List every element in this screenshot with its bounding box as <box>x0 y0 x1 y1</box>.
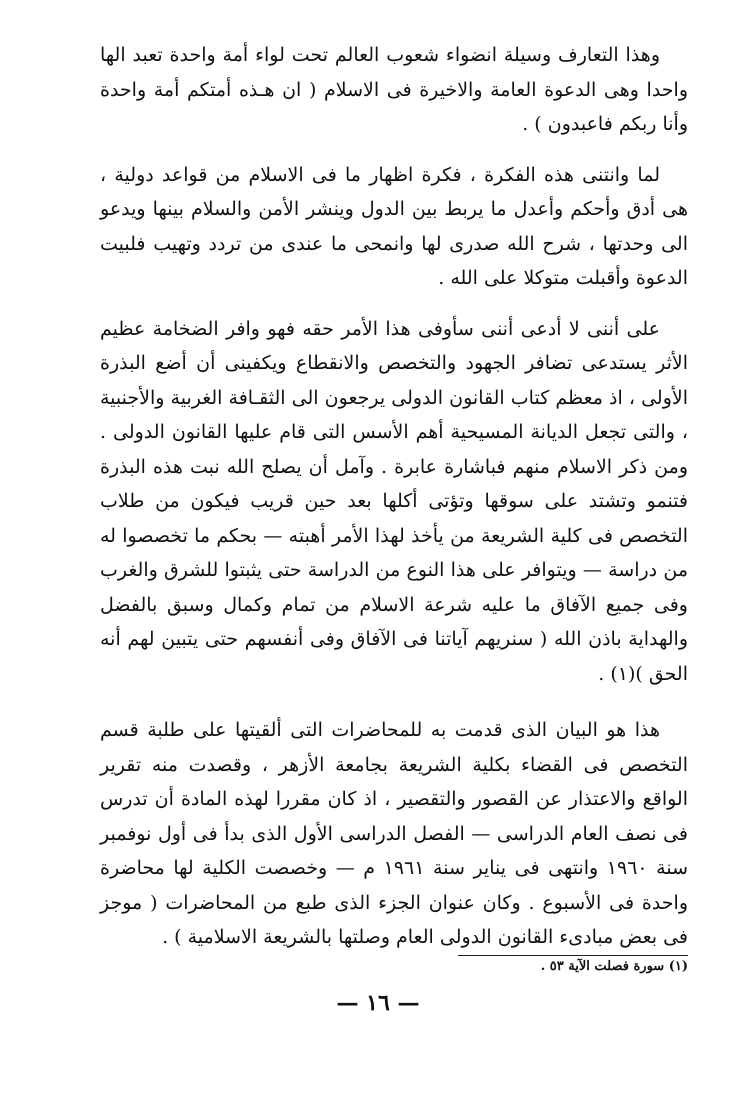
body-text <box>100 38 688 955</box>
footnote: (١) سورة فصلت الآية ٥٣ . <box>540 959 688 974</box>
page-number: — ١٦ — <box>336 990 420 1016</box>
paragraph-1: وهذا التعارف وسيلة انضواء شعوب العالم تحت لواء أمة واحدة تعبد الها واحدا وهى الدعوة العامة والاخيرة فى الاسلام ( ان هـذه أمتكم أمة واحدة وأنا ربكم فاعبدون ) . <box>100 44 688 135</box>
paragraph-2: لما وانتنى هذه الفكرة ، فكرة اظهار ما فى الاسلام من قواعد دولية ، هى أدق وأحكم وأعدل ما يربط بين الدول وينشر الأمن والسلام بينها ويدعو الى وحدتها ، شرح الله صدرى لها وانمحى ما عندى من تردد وتهيب فلبيت الدعوة وأقبلت متوكلا على الله . <box>100 163 688 289</box>
paragraph-3: على أننى لا أدعى أننى سأوفى هذا الأمر حقه فهو وافر الضخامة عظيم الأثر يستدعى تضافر الجهود والتخصص والانقطاع ويكفينى أن أضع البذرة الأولى ، اذ معظم كتاب القانون الدولى يرجعون الى الثقـافة الغربية والأجنبية ، والتى تجعل الديانة المسيحية أهم الأسس التى قام عليها القانون الدولى . ومن ذكر الاسلام منهم فباشارة عابرة . وآمل أن يصلح الله نبت هذه البذرة فتنمو وتشتد على سوقها وتؤتى أكلها بعد حين قريب فيكون من طلاب التخصص فى كلية الشريعة من يأخذ لهذا الأمر أهبته — بحكم ما تخصصوا له من دراسة — ويتوافر على هذا النوع من الدراسة حتى يثبتوا للشرق والغرب وفى جميع الآفاق ما عليه شرعة الاسلام من تمام وكمال وسبق بالفضل والهداية باذن الله ( سنريهم آياتنا فى الآفاق وفى أنفسهم حتى يتبين لهم أنه الحق )(١) . <box>100 317 689 685</box>
footnote-divider <box>458 955 688 956</box>
paragraph-4: هذا هو البيان الذى قدمت به للمحاضرات التى ألقيتها على طلبة قسم التخصص فى القضاء بكلية الشريعة بجامعة الأزهر ، وقصدت منه تقرير الواقع والاعتذار عن القصور والتقصير ، اذ كان مقررا لهذه المادة أن تدرس فى نصف العام الدراسى — الفصل الدراسى الأول الذى بدأ فى أول نوفمبر سنة ١٩٦٠ وانتهى فى يناير سنة ١٩٦١ م — وخصصت الكلية لها محاضرة واحدة فى الأسبوع . وكان عنوان الجزء الذى طبع من المحاضرات ( موجز فى بعض مبادىء القانون الدولى العام وصلتها بالشريعة الاسلامية ) . <box>100 719 688 948</box>
